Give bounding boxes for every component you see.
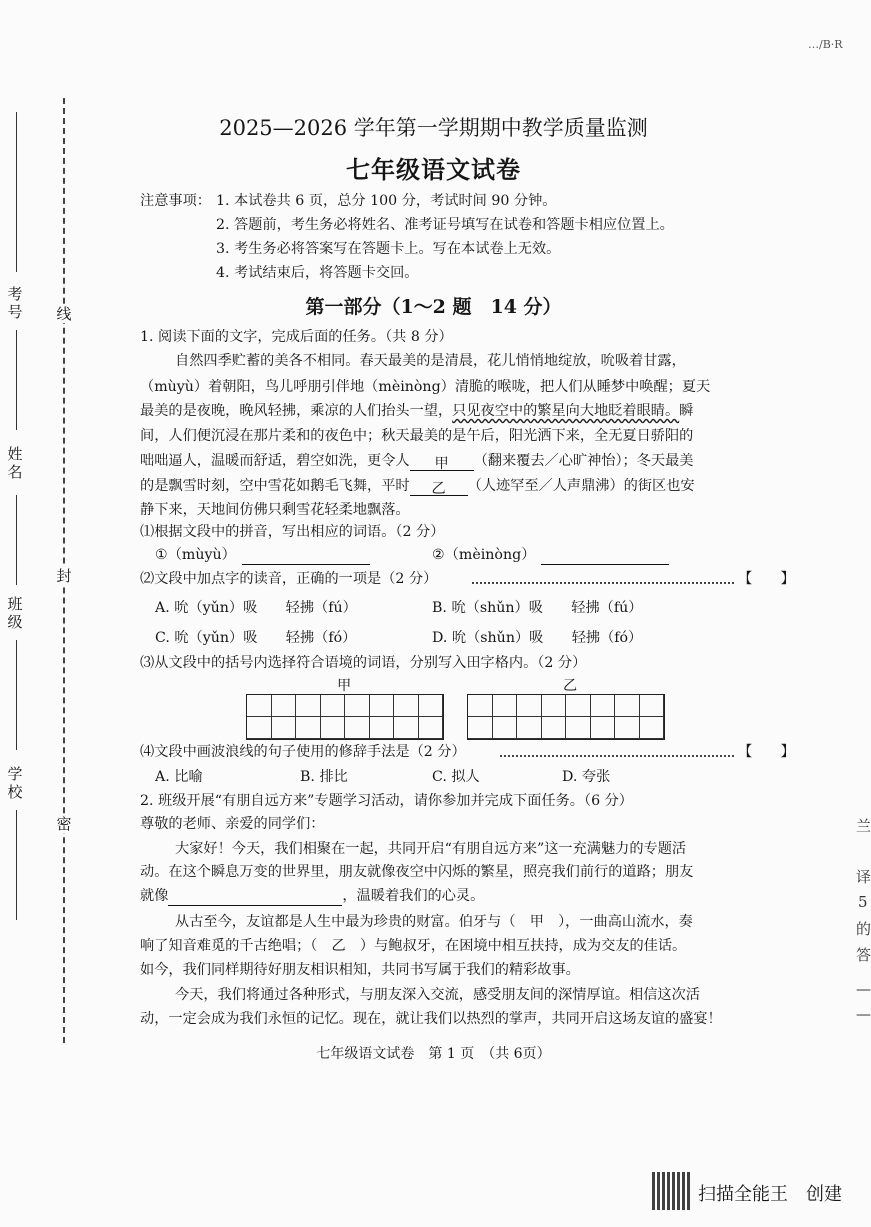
grid-cell[interactable] bbox=[345, 717, 370, 739]
note-item-2: 2. 答题前，考生务必将姓名、准考证号填写在试卷和答题卡相应位置上。 bbox=[216, 217, 674, 233]
q1-sub4-leader bbox=[500, 755, 734, 757]
grid-cell[interactable] bbox=[247, 717, 272, 739]
section-title: 第一部分（1～2 题 14 分） bbox=[305, 296, 562, 318]
wavy-sentence: 只见夜空中的繁星向大地眨着眼睛。 bbox=[452, 403, 680, 419]
q1-sub4-bracket[interactable]: 【 】 bbox=[738, 744, 795, 760]
q1-para-line-4: 间，人们便沉浸在那片柔和的夜色中；秋天最美的是午后，阳光洒下来，全无夏日骄阳的 bbox=[140, 428, 694, 444]
xingming-rule bbox=[16, 330, 17, 430]
grid-cell[interactable] bbox=[370, 695, 395, 717]
option-2b: B. 吮（shǔn）吸 轻拂（fú） bbox=[432, 600, 643, 616]
q1-para-line-3 bbox=[140, 401, 693, 421]
option-4d: D. 夸张 bbox=[562, 769, 611, 785]
note-item-3: 3. 考生务必将答案写在答题卡上。写在本试卷上无效。 bbox=[216, 241, 561, 257]
grid-cell[interactable] bbox=[615, 717, 640, 739]
grid-cell[interactable] bbox=[591, 717, 616, 739]
grid-cell[interactable] bbox=[468, 717, 493, 739]
banji-rule bbox=[16, 495, 17, 585]
grid-cell[interactable] bbox=[517, 717, 542, 739]
grid-cell[interactable] bbox=[419, 717, 444, 739]
grid-cell[interactable] bbox=[272, 717, 297, 739]
mark-feng: 封 bbox=[56, 567, 72, 585]
option-2d: D. 吮（shǔn）吸 轻拂（fó） bbox=[432, 630, 643, 646]
q2-line-3a: 就像 bbox=[140, 888, 169, 904]
grid-cell[interactable] bbox=[296, 717, 321, 739]
edge-char-6: — bbox=[856, 980, 871, 998]
q2-line-2: 动。在这个瞬息万变的世界里，朋友就像夜空中闪烁的繁星，照亮我们前行的道路；朋友 bbox=[140, 864, 694, 880]
grid-cell[interactable] bbox=[370, 717, 395, 739]
corner-mark: …/B·R bbox=[808, 38, 843, 51]
note-item-1: 1. 本试卷共 6 页，总分 100 分，考试时间 90 分钟。 bbox=[216, 193, 557, 209]
q1-sub1: ⑴根据文段中的拼音，写出相应的词语。（2 分） bbox=[140, 524, 445, 540]
q2-line-3b: ，温暖着我们的心灵。 bbox=[342, 888, 485, 904]
q2-line-5: 响了知音难觅的千古绝唱；（ 乙 ）与鲍叔牙，在困境中相互扶持，成为交友的佳话。 bbox=[140, 938, 687, 954]
q2-greeting: 尊敬的老师、亲爱的同学们： bbox=[140, 816, 325, 832]
q1-sub2: ⑵文段中加点字的读音，正确的一项是（2 分） bbox=[140, 571, 438, 587]
q1-para-line-2: （mùyù）着朝阳，鸟儿呼朋引伴地（mèinòng）清脆的喉咙，把人们从睡梦中唤醒；夏天 bbox=[140, 379, 711, 395]
q1-para-5b: （翻来覆去／心旷神怡）；冬天最美 bbox=[473, 453, 694, 469]
option-4c: C. 拟人 bbox=[432, 769, 480, 785]
edge-char-2: 译 bbox=[856, 868, 871, 886]
edge-char-7: — bbox=[856, 1005, 871, 1023]
q1-sub1-a bbox=[155, 545, 370, 565]
q1-para-5a: 咄咄逼人，温暖而舒适，碧空如洗，更令人 bbox=[140, 453, 410, 469]
answer-line-muyu[interactable] bbox=[242, 548, 370, 565]
q1-prompt: 1. 阅读下面的文字，完成后面的任务。（共 8 分） bbox=[140, 329, 453, 345]
qr-code-icon bbox=[652, 1172, 690, 1210]
grid-cell[interactable] bbox=[321, 695, 346, 717]
q1-para-line-1: 自然四季贮蓄的美各不相同。春天最美的是清晨，花儿悄悄地绽放，吮吸着甘露， bbox=[175, 353, 686, 369]
grid-cell[interactable] bbox=[321, 717, 346, 739]
option-2a: A. 吮（yǔn）吸 轻拂（fú） bbox=[155, 600, 357, 616]
q2-line-8: 动，一定会成为我们永恒的记忆。现在，就让我们以热烈的掌声，共同开启这场友谊的盛宴！ bbox=[140, 1011, 722, 1027]
q1-para-6a: 的是飘雪时刻，空中雪花如鹅毛飞舞，平时 bbox=[140, 478, 410, 494]
q2-prompt: 2. 班级开展“有朋自远方来”专题学习活动，请你参加并完成下面任务。（6 分） bbox=[140, 793, 633, 809]
q2-line-1: 大家好！今天，我们相聚在一起，共同开启“有朋自远方来”这一充满魅力的专题活 bbox=[175, 841, 687, 857]
q1-sub2-bracket[interactable]: 【 】 bbox=[738, 571, 795, 587]
exam-subtitle: 七年级语文试卷 bbox=[346, 155, 521, 184]
grid-cell[interactable] bbox=[542, 695, 567, 717]
grid-cell[interactable] bbox=[468, 695, 493, 717]
label-banji: 班级 bbox=[7, 595, 23, 631]
grid-cell[interactable] bbox=[640, 717, 665, 739]
grid-cell[interactable] bbox=[493, 717, 518, 739]
edge-char-1: 兰 bbox=[856, 817, 871, 835]
q1-para-3b: 瞬 bbox=[679, 403, 694, 419]
grid-cell[interactable] bbox=[296, 695, 321, 717]
grid-cell[interactable] bbox=[394, 695, 419, 717]
answer-line-meinong[interactable] bbox=[541, 548, 669, 565]
q1-para-line-6 bbox=[140, 476, 695, 496]
grid-cell[interactable] bbox=[566, 717, 591, 739]
label-kaohao: 考号 bbox=[7, 285, 23, 321]
grid-cell[interactable] bbox=[419, 695, 444, 717]
grid-cell[interactable] bbox=[493, 695, 518, 717]
grid-cell[interactable] bbox=[566, 695, 591, 717]
tianzi-grid-jia[interactable] bbox=[246, 694, 444, 740]
q2-line-3 bbox=[140, 886, 484, 906]
grid-cell[interactable] bbox=[247, 695, 272, 717]
mark-xian: 线 bbox=[56, 305, 72, 323]
q1-sub1-b bbox=[432, 545, 669, 565]
exam-title: 2025—2026 学年第一学期期中教学质量监测 bbox=[219, 116, 648, 140]
answer-line-friend[interactable] bbox=[168, 889, 342, 906]
blank-yi[interactable]: 乙 bbox=[410, 479, 468, 496]
grid-label-jia: 甲 bbox=[337, 678, 352, 694]
q1-sub3: ⑶从文段中的括号内选择符合语境的词语，分别写入田字格内。（2 分） bbox=[140, 655, 587, 671]
notes-label: 注意事项： bbox=[140, 193, 211, 209]
xuexiao-rule bbox=[16, 810, 17, 920]
grid-cell[interactable] bbox=[345, 695, 370, 717]
grid-cell[interactable] bbox=[394, 717, 419, 739]
grid-cell[interactable] bbox=[640, 695, 665, 717]
grid-cell[interactable] bbox=[517, 695, 542, 717]
edge-char-4: 的 bbox=[856, 920, 871, 938]
blank-jia[interactable]: 甲 bbox=[410, 454, 474, 471]
tianzi-grid-yi[interactable] bbox=[467, 694, 665, 740]
label-xuexiao: 学校 bbox=[7, 765, 23, 801]
q1-sub1-b-label: ②（mèinòng） bbox=[432, 547, 536, 563]
banji-rule-2 bbox=[16, 640, 17, 750]
grid-cell[interactable] bbox=[272, 695, 297, 717]
q2-line-4: 从古至今，友谊都是人生中最为珍贵的财富。伯牙与（ 甲 ），一曲高山流水，奏 bbox=[175, 914, 693, 930]
q1-sub2-leader bbox=[472, 582, 734, 584]
grid-cell[interactable] bbox=[615, 695, 640, 717]
q1-para-3a: 最美的是夜晚，晚风轻拂，乘凉的人们抬头一望， bbox=[140, 403, 453, 419]
edge-char-5: 答 bbox=[856, 946, 871, 964]
grid-label-yi: 乙 bbox=[563, 678, 578, 694]
q1-sub4: ⑷文段中画波浪线的句子使用的修辞手法是（2 分） bbox=[140, 744, 466, 760]
option-4a: A. 比喻 bbox=[155, 769, 203, 785]
q1-sub1-a-label: ①（mùyù） bbox=[155, 547, 236, 563]
option-4b: B. 排比 bbox=[300, 769, 348, 785]
q1-para-line-5 bbox=[140, 451, 693, 471]
note-item-4: 4. 考试结束后，将答题卡交回。 bbox=[216, 265, 419, 281]
mark-mi: 密 bbox=[56, 815, 72, 833]
scanner-watermark: 扫描全能王 创建 bbox=[698, 1184, 842, 1205]
edge-char-3: 5 bbox=[858, 893, 868, 911]
page-footer: 七年级语文试卷 第 1 页 （共 6页） bbox=[316, 1046, 551, 1062]
option-2c: C. 吮（yǔn）吸 轻拂（fó） bbox=[155, 630, 357, 646]
q2-line-6: 如今，我们同样期待好朋友相识相知，共同书写属于我们的精彩故事。 bbox=[140, 962, 580, 978]
q2-line-7: 今天，我们将通过各种形式，与朋友深入交流，感受朋友间的深情厚谊。相信这次活 bbox=[175, 987, 700, 1003]
q1-para-6b: （人迹罕至／人声鼎沸）的街区也安 bbox=[467, 478, 695, 494]
grid-cell[interactable] bbox=[591, 695, 616, 717]
grid-cell[interactable] bbox=[542, 717, 567, 739]
q1-para-line-7: 静下来，天地间仿佛只剩雪花轻柔地飘落。 bbox=[140, 502, 410, 518]
label-xingming: 姓名 bbox=[7, 445, 23, 481]
